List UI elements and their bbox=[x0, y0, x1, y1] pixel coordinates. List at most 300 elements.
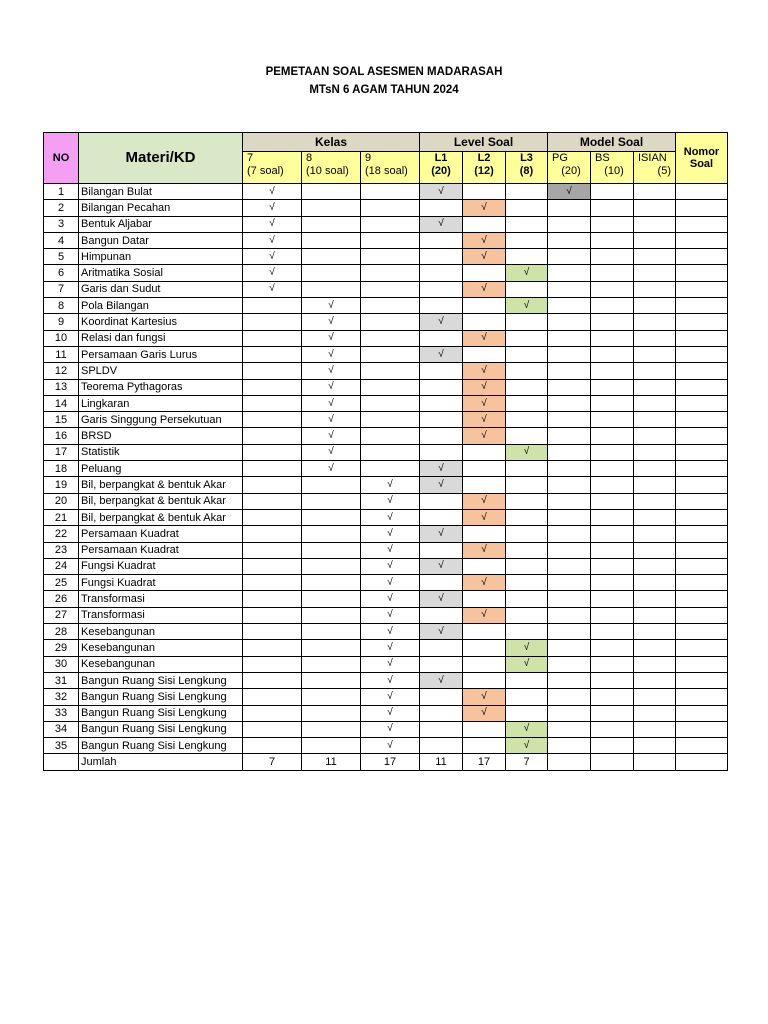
kelas-8-cell bbox=[302, 591, 361, 607]
row-number: 14 bbox=[44, 395, 79, 411]
table-row bbox=[44, 591, 728, 607]
model-isian-cell bbox=[634, 705, 676, 721]
kelas-7-cell bbox=[243, 591, 302, 607]
model-pg-cell bbox=[548, 265, 591, 281]
model-bs-cell bbox=[591, 184, 634, 200]
nomor-soal-cell bbox=[676, 705, 728, 721]
kelas-8-cell: √ bbox=[302, 363, 361, 379]
nomor-soal-cell bbox=[676, 395, 728, 411]
model-pg-cell bbox=[548, 395, 591, 411]
row-materi: Bangun Datar bbox=[79, 232, 243, 248]
kelas-7-cell bbox=[243, 428, 302, 444]
row-number: 29 bbox=[44, 640, 79, 656]
kelas-9-cell: √ bbox=[361, 509, 420, 525]
level-l3-cell bbox=[506, 461, 548, 477]
level-l1-cell bbox=[420, 412, 463, 428]
row-number: 28 bbox=[44, 624, 79, 640]
row-materi: Bil, berpangkat & bentuk Akar bbox=[79, 477, 243, 493]
kelas-9-cell: √ bbox=[361, 607, 420, 623]
row-materi: BRSD bbox=[79, 428, 243, 444]
kelas-9-cell bbox=[361, 412, 420, 428]
level-l2-cell bbox=[463, 640, 506, 656]
kelas-9-cell: √ bbox=[361, 705, 420, 721]
level-l3-cell: √ bbox=[506, 444, 548, 460]
nomor-soal-cell bbox=[676, 281, 728, 297]
model-isian-cell bbox=[634, 461, 676, 477]
kelas-7-cell bbox=[243, 493, 302, 509]
header-kelas: Kelas bbox=[243, 133, 420, 152]
table-row bbox=[44, 298, 728, 314]
kelas-9-cell bbox=[361, 461, 420, 477]
kelas-9-cell bbox=[361, 314, 420, 330]
row-number: 35 bbox=[44, 738, 79, 754]
level-l2-cell bbox=[463, 444, 506, 460]
model-bs-cell bbox=[591, 216, 634, 232]
kelas-9-cell bbox=[361, 346, 420, 362]
nomor-soal-cell bbox=[676, 640, 728, 656]
table-row bbox=[44, 477, 728, 493]
model-isian-cell bbox=[634, 314, 676, 330]
table-row bbox=[44, 509, 728, 525]
row-materi: Garis dan Sudut bbox=[79, 281, 243, 297]
nomor-soal-cell bbox=[676, 509, 728, 525]
bs-label: BS bbox=[595, 152, 610, 164]
row-number: 9 bbox=[44, 314, 79, 330]
row-number: 17 bbox=[44, 444, 79, 460]
kelas-9-cell bbox=[361, 232, 420, 248]
model-pg-cell bbox=[548, 656, 591, 672]
nomor-soal-cell bbox=[676, 216, 728, 232]
level-l1-cell bbox=[420, 640, 463, 656]
table-row bbox=[44, 689, 728, 705]
table-row bbox=[44, 395, 728, 411]
nomor-soal-cell bbox=[676, 656, 728, 672]
nomor-soal-cell bbox=[676, 265, 728, 281]
level-l1-cell: √ bbox=[420, 591, 463, 607]
nomor-soal-cell bbox=[676, 477, 728, 493]
model-isian-cell bbox=[634, 265, 676, 281]
kelas-8-cell: √ bbox=[302, 379, 361, 395]
row-number: 26 bbox=[44, 591, 79, 607]
kelas-7-cell bbox=[243, 607, 302, 623]
kelas-8-cell bbox=[302, 607, 361, 623]
kelas-8-cell bbox=[302, 477, 361, 493]
kelas-7-cell: √ bbox=[243, 216, 302, 232]
kelas-8-cell bbox=[302, 265, 361, 281]
model-bs-cell bbox=[591, 509, 634, 525]
kelas-9-cell bbox=[361, 216, 420, 232]
table-row bbox=[44, 705, 728, 721]
kelas-7-cell: √ bbox=[243, 200, 302, 216]
model-isian-cell bbox=[634, 738, 676, 754]
kelas-7-cell bbox=[243, 542, 302, 558]
kelas-7-cell bbox=[243, 412, 302, 428]
model-isian-cell bbox=[634, 363, 676, 379]
kelas-9-cell: √ bbox=[361, 493, 420, 509]
row-materi: Koordinat Kartesius bbox=[79, 314, 243, 330]
model-pg-cell bbox=[548, 461, 591, 477]
row-number: 20 bbox=[44, 493, 79, 509]
level-l2-cell bbox=[463, 346, 506, 362]
level-l1-cell bbox=[420, 705, 463, 721]
kelas-8-cell bbox=[302, 493, 361, 509]
level-l3-cell bbox=[506, 395, 548, 411]
nomor-soal-cell bbox=[676, 330, 728, 346]
nomor-soal-cell bbox=[676, 607, 728, 623]
kelas-8-cell: √ bbox=[302, 330, 361, 346]
table-row bbox=[44, 575, 728, 591]
row-materi: SPLDV bbox=[79, 363, 243, 379]
kelas-8-cell: √ bbox=[302, 298, 361, 314]
level-l1-cell: √ bbox=[420, 184, 463, 200]
level-l2-cell: √ bbox=[463, 428, 506, 444]
level-l3-cell bbox=[506, 216, 548, 232]
level-l1-cell bbox=[420, 395, 463, 411]
level-l1-cell: √ bbox=[420, 314, 463, 330]
level-l1-cell bbox=[420, 689, 463, 705]
level-l3-cell bbox=[506, 330, 548, 346]
table-row bbox=[44, 265, 728, 281]
level-l2-cell: √ bbox=[463, 395, 506, 411]
model-isian-cell bbox=[634, 672, 676, 688]
model-bs-cell bbox=[591, 298, 634, 314]
level-l3-cell bbox=[506, 575, 548, 591]
row-materi: Kesebangunan bbox=[79, 640, 243, 656]
nomor-soal-cell bbox=[676, 542, 728, 558]
level-l1-cell bbox=[420, 721, 463, 737]
document-subtitle: MTsN 6 AGAM TAHUN 2024 bbox=[309, 84, 459, 96]
row-materi: Himpunan bbox=[79, 249, 243, 265]
row-number: 33 bbox=[44, 705, 79, 721]
header-model-soal: Model Soal bbox=[548, 133, 676, 152]
model-bs-cell bbox=[591, 689, 634, 705]
model-bs-cell bbox=[591, 705, 634, 721]
table-row bbox=[44, 640, 728, 656]
kelas-7-cell bbox=[243, 509, 302, 525]
level-l3-cell bbox=[506, 689, 548, 705]
model-isian-cell bbox=[634, 607, 676, 623]
kelas-7-cell bbox=[243, 314, 302, 330]
level-l3-cell bbox=[506, 428, 548, 444]
row-materi: Relasi dan fungsi bbox=[79, 330, 243, 346]
model-bs-cell bbox=[591, 575, 634, 591]
kelas-7-cell bbox=[243, 379, 302, 395]
nomor-soal-cell bbox=[676, 558, 728, 574]
row-materi: Bilangan Pecahan bbox=[79, 200, 243, 216]
kelas-7-cell bbox=[243, 461, 302, 477]
model-isian-cell bbox=[634, 379, 676, 395]
level-l1-cell: √ bbox=[420, 346, 463, 362]
model-pg-cell bbox=[548, 428, 591, 444]
kelas-7-cell bbox=[243, 477, 302, 493]
row-materi: Lingkaran bbox=[79, 395, 243, 411]
kelas-7-cell bbox=[243, 346, 302, 362]
level-l1-cell bbox=[420, 330, 463, 346]
kelas-9-cell: √ bbox=[361, 558, 420, 574]
kelas-9-cell: √ bbox=[361, 575, 420, 591]
level-l2-cell bbox=[463, 461, 506, 477]
mapping-table bbox=[43, 132, 728, 771]
table-row bbox=[44, 379, 728, 395]
kelas-9-count: (18 soal) bbox=[365, 165, 408, 177]
level-l1-cell bbox=[420, 249, 463, 265]
kelas-8-cell bbox=[302, 526, 361, 542]
kelas-9-cell bbox=[361, 379, 420, 395]
model-pg-cell bbox=[548, 738, 591, 754]
model-isian-cell bbox=[634, 216, 676, 232]
level-l1-cell bbox=[420, 200, 463, 216]
model-bs-cell bbox=[591, 558, 634, 574]
model-isian-cell bbox=[634, 428, 676, 444]
level-l3-cell bbox=[506, 672, 548, 688]
table-row bbox=[44, 461, 728, 477]
row-number: 32 bbox=[44, 689, 79, 705]
nomor-soal-cell bbox=[676, 314, 728, 330]
total-isian bbox=[634, 754, 676, 770]
level-l2-cell bbox=[463, 721, 506, 737]
row-materi: Pola Bilangan bbox=[79, 298, 243, 314]
kelas-7-cell bbox=[243, 395, 302, 411]
model-pg-cell bbox=[548, 216, 591, 232]
model-pg-cell bbox=[548, 575, 591, 591]
kelas-9-cell bbox=[361, 298, 420, 314]
model-bs-cell bbox=[591, 738, 634, 754]
l3-count: (8) bbox=[519, 165, 534, 177]
nomor-soal-cell bbox=[676, 672, 728, 688]
model-bs-cell bbox=[591, 721, 634, 737]
model-bs-cell bbox=[591, 526, 634, 542]
kelas-8-cell: √ bbox=[302, 461, 361, 477]
kelas-7-label: 7 bbox=[247, 152, 254, 164]
level-l1-cell bbox=[420, 575, 463, 591]
level-l2-cell: √ bbox=[463, 493, 506, 509]
table-row bbox=[44, 738, 728, 754]
kelas-9-cell bbox=[361, 444, 420, 460]
isian-label: ISIAN bbox=[638, 152, 667, 164]
l2-count: (12) bbox=[474, 165, 494, 177]
kelas-9-cell: √ bbox=[361, 689, 420, 705]
row-number: 27 bbox=[44, 607, 79, 623]
nomor-soal-cell bbox=[676, 298, 728, 314]
level-l3-cell: √ bbox=[506, 265, 548, 281]
model-pg-cell bbox=[548, 526, 591, 542]
level-l2-cell: √ bbox=[463, 542, 506, 558]
kelas-9-cell: √ bbox=[361, 738, 420, 754]
model-pg-cell bbox=[548, 624, 591, 640]
model-pg-cell bbox=[548, 298, 591, 314]
kelas-7-cell bbox=[243, 721, 302, 737]
model-pg-cell bbox=[548, 379, 591, 395]
kelas-7-cell: √ bbox=[243, 232, 302, 248]
kelas-9-cell: √ bbox=[361, 672, 420, 688]
level-l1-cell bbox=[420, 509, 463, 525]
row-number: 18 bbox=[44, 461, 79, 477]
model-pg-cell bbox=[548, 232, 591, 248]
level-l2-cell bbox=[463, 526, 506, 542]
model-pg-cell bbox=[548, 721, 591, 737]
total-nomor bbox=[676, 754, 728, 770]
model-isian-cell bbox=[634, 395, 676, 411]
totals-label: Jumlah bbox=[79, 754, 243, 770]
kelas-7-cell: √ bbox=[243, 249, 302, 265]
level-l3-cell: √ bbox=[506, 738, 548, 754]
model-pg-cell bbox=[548, 200, 591, 216]
kelas-7-cell bbox=[243, 298, 302, 314]
model-bs-cell bbox=[591, 200, 634, 216]
kelas-9-cell: √ bbox=[361, 721, 420, 737]
level-l1-cell bbox=[420, 232, 463, 248]
level-l2-cell: √ bbox=[463, 379, 506, 395]
model-bs-cell bbox=[591, 624, 634, 640]
row-number: 7 bbox=[44, 281, 79, 297]
kelas-8-cell bbox=[302, 689, 361, 705]
kelas-7-cell bbox=[243, 575, 302, 591]
header-level-soal: Level Soal bbox=[420, 133, 548, 152]
model-bs-cell bbox=[591, 232, 634, 248]
model-bs-cell bbox=[591, 607, 634, 623]
model-isian-cell bbox=[634, 640, 676, 656]
level-l1-cell: √ bbox=[420, 558, 463, 574]
kelas-9-cell: √ bbox=[361, 526, 420, 542]
row-materi: Bangun Ruang Sisi Lengkung bbox=[79, 689, 243, 705]
kelas-8-cell bbox=[302, 249, 361, 265]
row-materi: Bil, berpangkat & bentuk Akar bbox=[79, 493, 243, 509]
table-row bbox=[44, 216, 728, 232]
level-l3-cell: √ bbox=[506, 298, 548, 314]
level-l2-cell bbox=[463, 216, 506, 232]
nomor-soal-cell bbox=[676, 689, 728, 705]
level-l2-cell bbox=[463, 656, 506, 672]
table-row bbox=[44, 526, 728, 542]
kelas-8-cell bbox=[302, 216, 361, 232]
model-bs-cell bbox=[591, 363, 634, 379]
model-bs-cell bbox=[591, 314, 634, 330]
level-l3-cell: √ bbox=[506, 656, 548, 672]
model-isian-cell bbox=[634, 509, 676, 525]
level-l3-cell bbox=[506, 249, 548, 265]
level-l1-cell bbox=[420, 428, 463, 444]
kelas-7-cell: √ bbox=[243, 281, 302, 297]
table-row bbox=[44, 412, 728, 428]
level-l1-cell bbox=[420, 265, 463, 281]
kelas-8-cell bbox=[302, 509, 361, 525]
table-row bbox=[44, 200, 728, 216]
kelas-7-cell bbox=[243, 444, 302, 460]
level-l2-cell: √ bbox=[463, 249, 506, 265]
kelas-9-cell: √ bbox=[361, 624, 420, 640]
table-row bbox=[44, 558, 728, 574]
level-l3-cell: √ bbox=[506, 640, 548, 656]
model-isian-cell bbox=[634, 689, 676, 705]
kelas-9-cell: √ bbox=[361, 640, 420, 656]
kelas-9-cell bbox=[361, 395, 420, 411]
nomor-soal-cell bbox=[676, 249, 728, 265]
model-bs-cell bbox=[591, 477, 634, 493]
nomor-soal-cell bbox=[676, 200, 728, 216]
kelas-8-cell bbox=[302, 624, 361, 640]
l3-label: L3 bbox=[520, 152, 533, 164]
kelas-8-cell bbox=[302, 232, 361, 248]
model-isian-cell bbox=[634, 232, 676, 248]
model-isian-cell bbox=[634, 542, 676, 558]
model-isian-cell bbox=[634, 591, 676, 607]
level-l2-cell: √ bbox=[463, 232, 506, 248]
model-pg-cell bbox=[548, 558, 591, 574]
kelas-8-cell bbox=[302, 672, 361, 688]
level-l3-cell bbox=[506, 412, 548, 428]
level-l3-cell bbox=[506, 526, 548, 542]
level-l1-cell: √ bbox=[420, 216, 463, 232]
model-pg-cell bbox=[548, 591, 591, 607]
nomor-soal-cell bbox=[676, 591, 728, 607]
level-l3-cell bbox=[506, 281, 548, 297]
level-l1-cell: √ bbox=[420, 624, 463, 640]
row-number: 1 bbox=[44, 184, 79, 200]
level-l3-cell bbox=[506, 509, 548, 525]
row-number: 4 bbox=[44, 232, 79, 248]
table-row bbox=[44, 232, 728, 248]
level-l1-cell: √ bbox=[420, 461, 463, 477]
row-materi: Persamaan Garis Lurus bbox=[79, 346, 243, 362]
model-isian-cell bbox=[634, 575, 676, 591]
kelas-8-cell bbox=[302, 640, 361, 656]
level-l2-cell bbox=[463, 298, 506, 314]
level-l3-cell bbox=[506, 705, 548, 721]
header-level-l2 bbox=[463, 152, 506, 184]
kelas-8-cell bbox=[302, 184, 361, 200]
level-l3-cell: √ bbox=[506, 721, 548, 737]
kelas-9-cell bbox=[361, 428, 420, 444]
row-number: 16 bbox=[44, 428, 79, 444]
pg-count: (20) bbox=[561, 165, 581, 177]
model-bs-cell bbox=[591, 428, 634, 444]
model-bs-cell bbox=[591, 265, 634, 281]
model-isian-cell bbox=[634, 477, 676, 493]
row-number: 23 bbox=[44, 542, 79, 558]
level-l1-cell bbox=[420, 493, 463, 509]
kelas-9-cell: √ bbox=[361, 542, 420, 558]
row-materi: Kesebangunan bbox=[79, 624, 243, 640]
table-row bbox=[44, 656, 728, 672]
level-l2-cell: √ bbox=[463, 281, 506, 297]
header-materi: Materi/KD bbox=[79, 133, 243, 184]
level-l2-cell: √ bbox=[463, 363, 506, 379]
row-number: 30 bbox=[44, 656, 79, 672]
level-l3-cell bbox=[506, 379, 548, 395]
header-model-pg bbox=[548, 152, 591, 184]
model-isian-cell bbox=[634, 721, 676, 737]
total-level-l3: 7 bbox=[506, 754, 548, 770]
row-materi: Transformasi bbox=[79, 591, 243, 607]
kelas-8-cell bbox=[302, 656, 361, 672]
kelas-7-cell bbox=[243, 526, 302, 542]
level-l1-cell: √ bbox=[420, 477, 463, 493]
header-level-l1 bbox=[420, 152, 463, 184]
row-materi: Bangun Ruang Sisi Lengkung bbox=[79, 672, 243, 688]
isian-count: (5) bbox=[657, 165, 671, 177]
model-pg-cell bbox=[548, 493, 591, 509]
kelas-9-cell: √ bbox=[361, 477, 420, 493]
model-isian-cell bbox=[634, 346, 676, 362]
level-l3-cell bbox=[506, 624, 548, 640]
header-nomor-soal bbox=[676, 133, 728, 184]
kelas-8-cell bbox=[302, 542, 361, 558]
totals-row bbox=[44, 754, 728, 770]
header-level-l3 bbox=[506, 152, 548, 184]
row-materi: Aritmatika Sosial bbox=[79, 265, 243, 281]
level-l2-cell: √ bbox=[463, 689, 506, 705]
row-number: 12 bbox=[44, 363, 79, 379]
